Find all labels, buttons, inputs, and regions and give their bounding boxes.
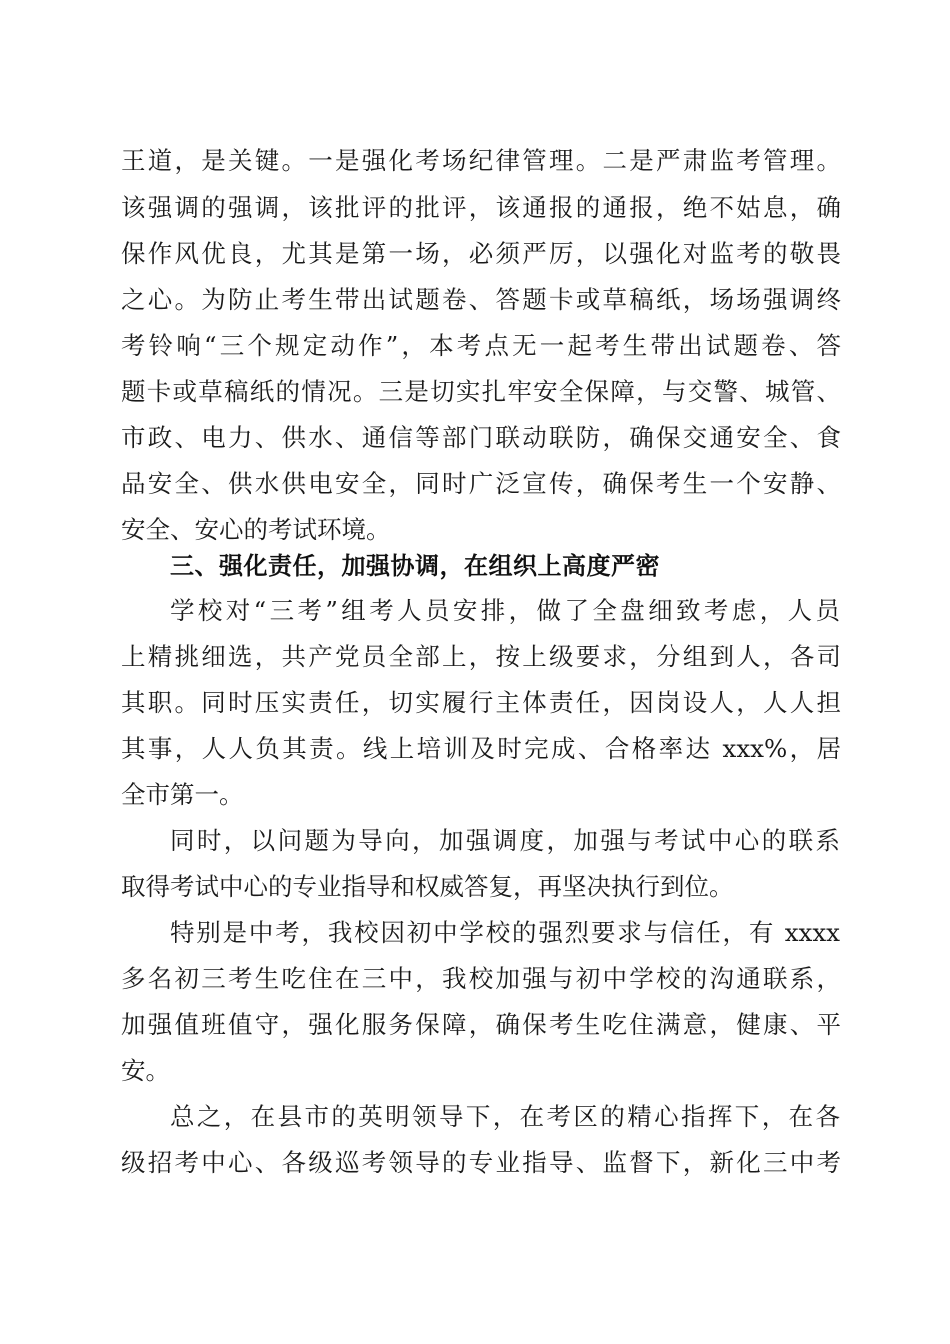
paragraph-line: 其事，人人负其责。线上培训及时完成、合格率达 xxx%，居 (121, 734, 841, 763)
paragraph-line: 安全、安心的考试环境。 (121, 515, 391, 544)
paragraph-line: 该强调的强调，该批评的批评，该通报的通报，绝不姑息，确 (121, 193, 841, 222)
paragraph-line: 取得考试中心的专业指导和权威答复，再坚决执行到位。 (121, 872, 734, 901)
paragraph-line: 多名初三考生吃住在三中，我校加强与初中学校的沟通联系， (121, 964, 841, 993)
paragraph-line: 学校对“三考”组考人员安排，做了全盘细致考虑，人员 (170, 596, 840, 625)
paragraph-line: 安。 (121, 1056, 170, 1085)
paragraph-line: 总之，在县市的英明领导下，在考区的精心指挥下，在各 (170, 1102, 840, 1131)
paragraph-line: 王道，是关键。一是强化考场纪律管理。二是严肃监考管理。 (121, 146, 841, 175)
paragraph-line: 市政、电力、供水、通信等部门联动联防，确保交通安全、食 (121, 423, 841, 452)
paragraph-line: 题卡或草稿纸的情况。三是切实扎牢安全保障，与交警、城管、 (121, 377, 841, 406)
section-heading: 三、强化责任，加强协调，在组织上高度严密 (170, 552, 660, 580)
paragraph-line: 保作风优良，尤其是第一场，必须严厉，以强化对监考的敬畏 (121, 239, 841, 268)
paragraph-line: 特别是中考，我校因初中学校的强烈要求与信任，有 xxxx (170, 918, 840, 947)
paragraph-line: 品安全、供水供电安全，同时广泛宣传，确保考生一个安静、 (121, 469, 841, 498)
paragraph-line: 加强值班值守，强化服务保障，确保考生吃住满意，健康、平 (121, 1010, 841, 1039)
paragraph-line: 上精挑细选，共产党员全部上，按上级要求，分组到人，各司 (121, 642, 841, 671)
paragraph-line: 考铃响“三个规定动作”，本考点无一起考生带出试题卷、答 (121, 331, 841, 360)
paragraph-line: 全市第一。 (121, 780, 244, 809)
paragraph-line: 其职。同时压实责任，切实履行主体责任，因岗设人，人人担 (121, 688, 841, 717)
paragraph-line: 级招考中心、各级巡考领导的专业指导、监督下，新化三中考 (121, 1148, 841, 1177)
paragraph-line: 之心。为防止考生带出试题卷、答题卡或草稿纸，场场强调终 (121, 285, 841, 314)
paragraph-line: 同时，以问题为导向，加强调度，加强与考试中心的联系 (170, 826, 840, 855)
